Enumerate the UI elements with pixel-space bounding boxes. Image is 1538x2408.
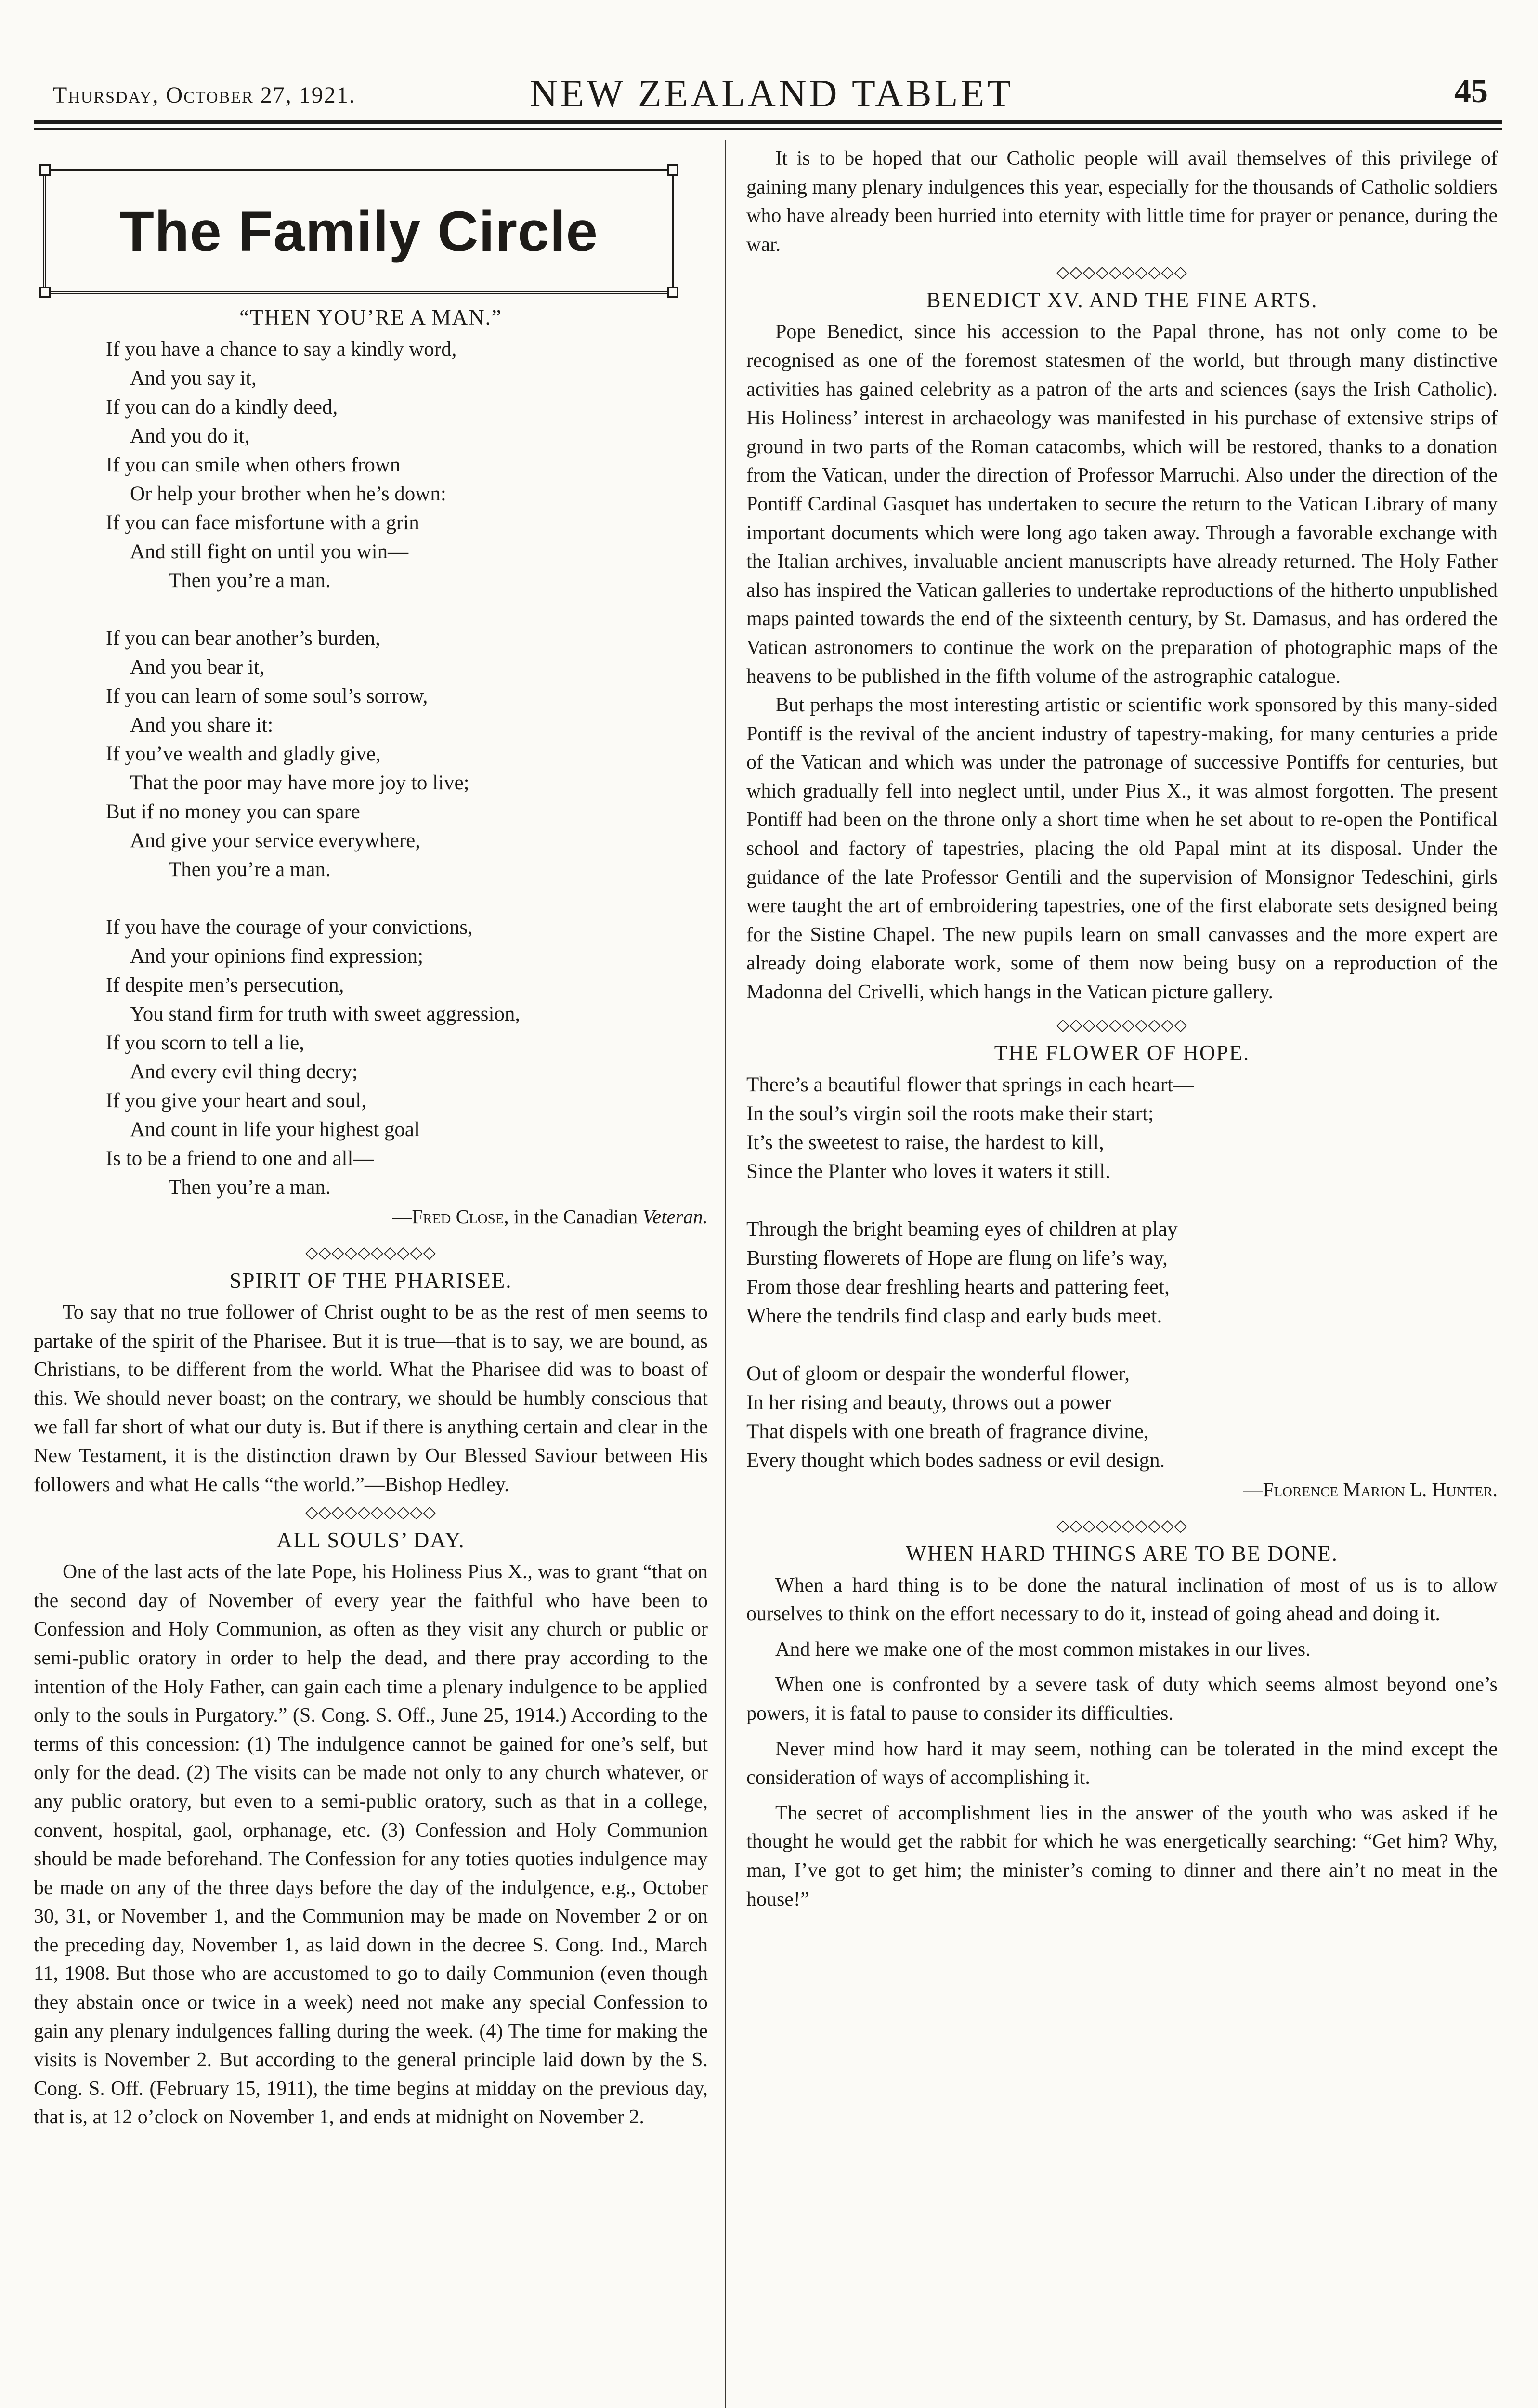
right-intro-text: It is to be hoped that our Catholic people will avail themselves of this privilege of gaining many plenary indulgences this year, especially for the thousands of Catholic soldiers who have already been hurried into eternity with little time for prayer or penance, during the war. bbox=[746, 147, 1498, 256]
poem1-author: —Fred Close, bbox=[392, 1205, 509, 1228]
masthead-title: NEW ZEALAND TABLET bbox=[530, 73, 1014, 115]
verse-line: And you share it: bbox=[130, 714, 274, 736]
section-ornament: ◇◇◇◇◇◇◇◇◇◇ bbox=[1056, 1517, 1187, 1535]
verse-line bbox=[34, 595, 708, 624]
verse-line: You stand firm for truth with sweet aggression, bbox=[130, 1003, 521, 1025]
verse-line: Then you’re a man. bbox=[169, 858, 331, 881]
verse-line bbox=[34, 884, 708, 913]
verse-line: Since the Planter who loves it waters it still. bbox=[746, 1160, 1110, 1183]
corner-ornament bbox=[39, 164, 51, 176]
verse-line: If you have the courage of your convictions, bbox=[106, 916, 473, 939]
verse-line: Every thought which bodes sadness or evil design. bbox=[746, 1449, 1165, 1472]
pharisee-title: SPIRIT OF THE PHARISEE. bbox=[229, 1269, 512, 1293]
verse-line: If you can learn of some soul’s sorrow, bbox=[106, 685, 428, 707]
verse-line: If despite men’s persecution, bbox=[106, 974, 344, 996]
verse-line: There’s a beautiful flower that springs in each heart— bbox=[746, 1073, 1194, 1096]
section-title-box bbox=[43, 169, 674, 294]
section-ornament: ◇◇◇◇◇◇◇◇◇◇ bbox=[305, 1244, 436, 1262]
verse-line: But if no money you can spare bbox=[106, 800, 360, 823]
verse-line: Out of gloom or despair the wonderful flower, bbox=[746, 1362, 1130, 1385]
corner-ornament bbox=[667, 287, 678, 298]
hard-things-para: And here we make one of the most common mistakes in our lives. bbox=[775, 1638, 1311, 1661]
pharisee-text: To say that no true follower of Christ ought to be as the rest of men seems to partake of the spirit of the Pharisee. But it is true—that is to say, we are bound, as Christians, to be different from the world. What the Pharisee did was to boast of this. We should never boast; on the contrary, we should be humbly conscious that we fall far short of what our duty is. But if there is anything certain and clear in the New Testament, it is the distinction drawn by Our Blessed Saviour between His followers and what He calls “the world.”—Bishop Hedley. bbox=[34, 1301, 708, 1496]
benedict-title: BENEDICT XV. AND THE FINE ARTS. bbox=[926, 288, 1318, 313]
hard-things-para: Never mind how hard it may seem, nothing can be tolerated in the mind except the consideration of ways of accomplishing it. bbox=[746, 1738, 1498, 1789]
verse-line: If you’ve wealth and gladly give, bbox=[106, 743, 381, 765]
section-title: The Family Circle bbox=[119, 200, 599, 263]
verse-line: And count in life your highest goal bbox=[130, 1118, 420, 1141]
corner-ornament bbox=[39, 287, 51, 298]
all-souls-title: ALL SOULS’ DAY. bbox=[276, 1528, 465, 1553]
verse-line: If you can smile when others frown bbox=[106, 454, 401, 476]
verse-line: And you bear it, bbox=[130, 656, 265, 679]
poem1-byline bbox=[34, 1202, 708, 1231]
verse-line: Or help your brother when he’s down: bbox=[130, 483, 446, 505]
column-divider bbox=[725, 140, 726, 2408]
issue-date: Thursday, October 27, 1921. bbox=[53, 82, 356, 108]
poem1-source: Veteran. bbox=[642, 1205, 708, 1228]
hard-things-para: The secret of accomplishment lies in the answer of the youth who was asked if he thought he would get the rabbit for which he was energetically searching: “Get him? Why, man, I’ve got to get him; the minister’s coming to dinner and there ain’t no meat in the house!” bbox=[746, 1802, 1498, 1911]
page-header bbox=[39, 72, 1498, 125]
verse-line: If you have a chance to say a kindly word, bbox=[106, 338, 457, 361]
verse-line: In the soul’s virgin soil the roots make their start; bbox=[746, 1102, 1154, 1125]
poem1-byline-text: in the Canadian bbox=[508, 1205, 643, 1228]
verse-line: If you can do a kindly deed, bbox=[106, 396, 338, 419]
left-column bbox=[34, 144, 708, 2132]
poem2-byline: —Florence Marion L. Hunter. bbox=[1243, 1478, 1498, 1501]
verse-line: That dispels with one breath of fragrance divine, bbox=[746, 1420, 1149, 1443]
verse-line: And still fight on until you win— bbox=[130, 540, 409, 563]
verse-line: If you can bear another’s burden, bbox=[106, 627, 380, 650]
verse-line: It’s the sweetest to raise, the hardest to kill, bbox=[746, 1131, 1104, 1154]
poem2-title: THE FLOWER OF HOPE. bbox=[994, 1040, 1250, 1065]
verse-line: Is to be a friend to one and all— bbox=[106, 1147, 374, 1170]
verse-line: And you do it, bbox=[130, 425, 250, 447]
hard-things-para: When one is confronted by a severe task of duty which seems almost beyond one’s powers, it is fatal to pause to consider its difficulties. bbox=[746, 1674, 1498, 1725]
verse-line: Through the bright beaming eyes of children at play bbox=[746, 1217, 1178, 1241]
hard-things-title: WHEN HARD THINGS ARE TO BE DONE. bbox=[906, 1541, 1338, 1566]
section-ornament: ◇◇◇◇◇◇◇◇◇◇ bbox=[305, 1504, 436, 1522]
verse-line bbox=[746, 1186, 1498, 1215]
verse-line: If you give your heart and soul, bbox=[106, 1089, 366, 1112]
right-column bbox=[746, 144, 1498, 1914]
verse-line: In her rising and beauty, throws out a power bbox=[746, 1391, 1111, 1414]
verse-line: And your opinions find expression; bbox=[130, 945, 424, 968]
verse-line: If you scorn to tell a lie, bbox=[106, 1032, 304, 1054]
verse-line: Then you’re a man. bbox=[169, 569, 331, 592]
page-number: 45 bbox=[1454, 73, 1488, 110]
verse-line: That the poor may have more joy to live; bbox=[130, 772, 469, 794]
verse-line bbox=[746, 1331, 1498, 1360]
hard-things-para: When a hard thing is to be done the natural inclination of most of us is to allow ourselves to think on the effort necessary to do it, instead of going ahead and doing it. bbox=[746, 1574, 1498, 1625]
verse-line: If you can face misfortune with a grin bbox=[106, 511, 419, 534]
verse-line: From those dear freshling hearts and pattering feet, bbox=[746, 1275, 1170, 1298]
hard-things-body bbox=[746, 1571, 1498, 1914]
benedict-para-1: Pope Benedict, since his accession to the Papal throne, has not only come to be recognised as one of the foremost statesmen of the world, but through many distinctive activities has gained celebrity as a patron of the arts and sciences (says the Irish Catholic). His Holiness’ interest in archaeology was manifested in his purchase of extensive strips of ground in two parts of the Roman catacombs, which will be restored, thanks to a donation from the Vatican, under the direction of Professor Marruchi. Also under the direction of the Pontiff Cardinal Gasquet has undertaken to secure the return to the Vatican Library of many important documents which were long ago taken away. Through a favorable exchange with the Italian archives, invaluable ancient manuscripts have already returned. The Holy Father also has inspired the Vatican galleries to undertake reproductions of the hitherto unpublished maps painted towards the end of the sixteenth century, by St. Damasus, and has ordered the Vatican astronomers to continue the work on the preparation of photographic maps of the heavens to be published in the fifth volume of the astrographic catalogue. bbox=[746, 321, 1498, 688]
section-ornament: ◇◇◇◇◇◇◇◇◇◇ bbox=[1056, 1016, 1187, 1034]
verse-line: And every evil thing decry; bbox=[130, 1060, 358, 1083]
all-souls-text: One of the last acts of the late Pope, his Holiness Pius X., was to grant “that on the second day of November of every year the faithful who have been to Confession and Holy Communion, as often as they visit any church or public or semi-public oratory in order to help the dead, and there pray according to the intention of the Holy Father, can gain each time a plenary indulgence to be applied only to the souls in Purgatory.” (S. Cong. S. Off., June 25, 1914.) According to the terms of this concession: (1) The indulgence cannot be gained for one’s self, but only for the dead. (2) The visits can be made not only to any church whatever, or any public oratory, but even to a semi-public oratory, such as that in a college, convent, hospital, gaol, orphanage, etc. (3) Confession and Holy Communion should be made beforehand. The Confession for any toties quoties indulgence may be made on any of the three days before the day of the indulgence, e.g., October 30, 31, or November 1, and the Communion may be made on November 2 or on the preceding day, November 1, as laid down in the decree S. Cong. Ind., March 11, 1908. But those who are accustomed to go to daily Communion (even though they abstain once or twice in a week) need not make any special Confession to gain any plenary indulgences falling during the week. (4) The time for making the visits is November 2. But according to the general principle laid down by the S. Cong. S. Off. (February 15, 1911), the time begins at midday on the previous day, that is, at 12 o’clock on November 1, and ends at midnight on November 2. bbox=[34, 1561, 708, 2129]
verse-line: And give your service everywhere, bbox=[130, 829, 420, 852]
header-rule-thin bbox=[34, 128, 1502, 130]
poem1-title: “THEN YOU’RE A MAN.” bbox=[239, 305, 502, 329]
poem1-verse bbox=[34, 335, 708, 1202]
verse-line: Where the tendrils find clasp and early buds meet. bbox=[746, 1304, 1162, 1327]
verse-line: And you say it, bbox=[130, 367, 257, 390]
section-ornament: ◇◇◇◇◇◇◇◇◇◇ bbox=[1056, 263, 1187, 282]
header-rule bbox=[34, 120, 1502, 124]
verse-line: Then you’re a man. bbox=[169, 1176, 331, 1199]
verse-line: Bursting flowerets of Hope are flung on life’s way, bbox=[746, 1246, 1168, 1269]
benedict-para-2: But perhaps the most interesting artistic or scientific work sponsored by this many-sided Pontiff is the revival of the ancient industry of tapestry-making, for many centuries a pride of the Vatican and which was under the patronage of successive Pontiffs for centuries, but which gradually fell into neglect until, under Pius X., it was almost forgotten. The present Pontiff had been on the throne only a short time when he set about to re-open the Pontifical school and factory of tapestries, placing the old Papal mint at its disposal. Under the guidance of the late Professor Gentili and the supervision of Monsignor Tedeschini, girls were taught the art of embroidering tapestries, one of the first elaborate sets designed being for the Sistine Chapel. The new pupils learn on small canvasses and the more expert are already doing elaborate work, some of them now being busy on a reproduction of the Madonna del Crivelli, which hangs in the Vatican picture gallery. bbox=[746, 694, 1498, 1004]
corner-ornament bbox=[667, 164, 678, 176]
poem2-verse bbox=[746, 1071, 1498, 1475]
